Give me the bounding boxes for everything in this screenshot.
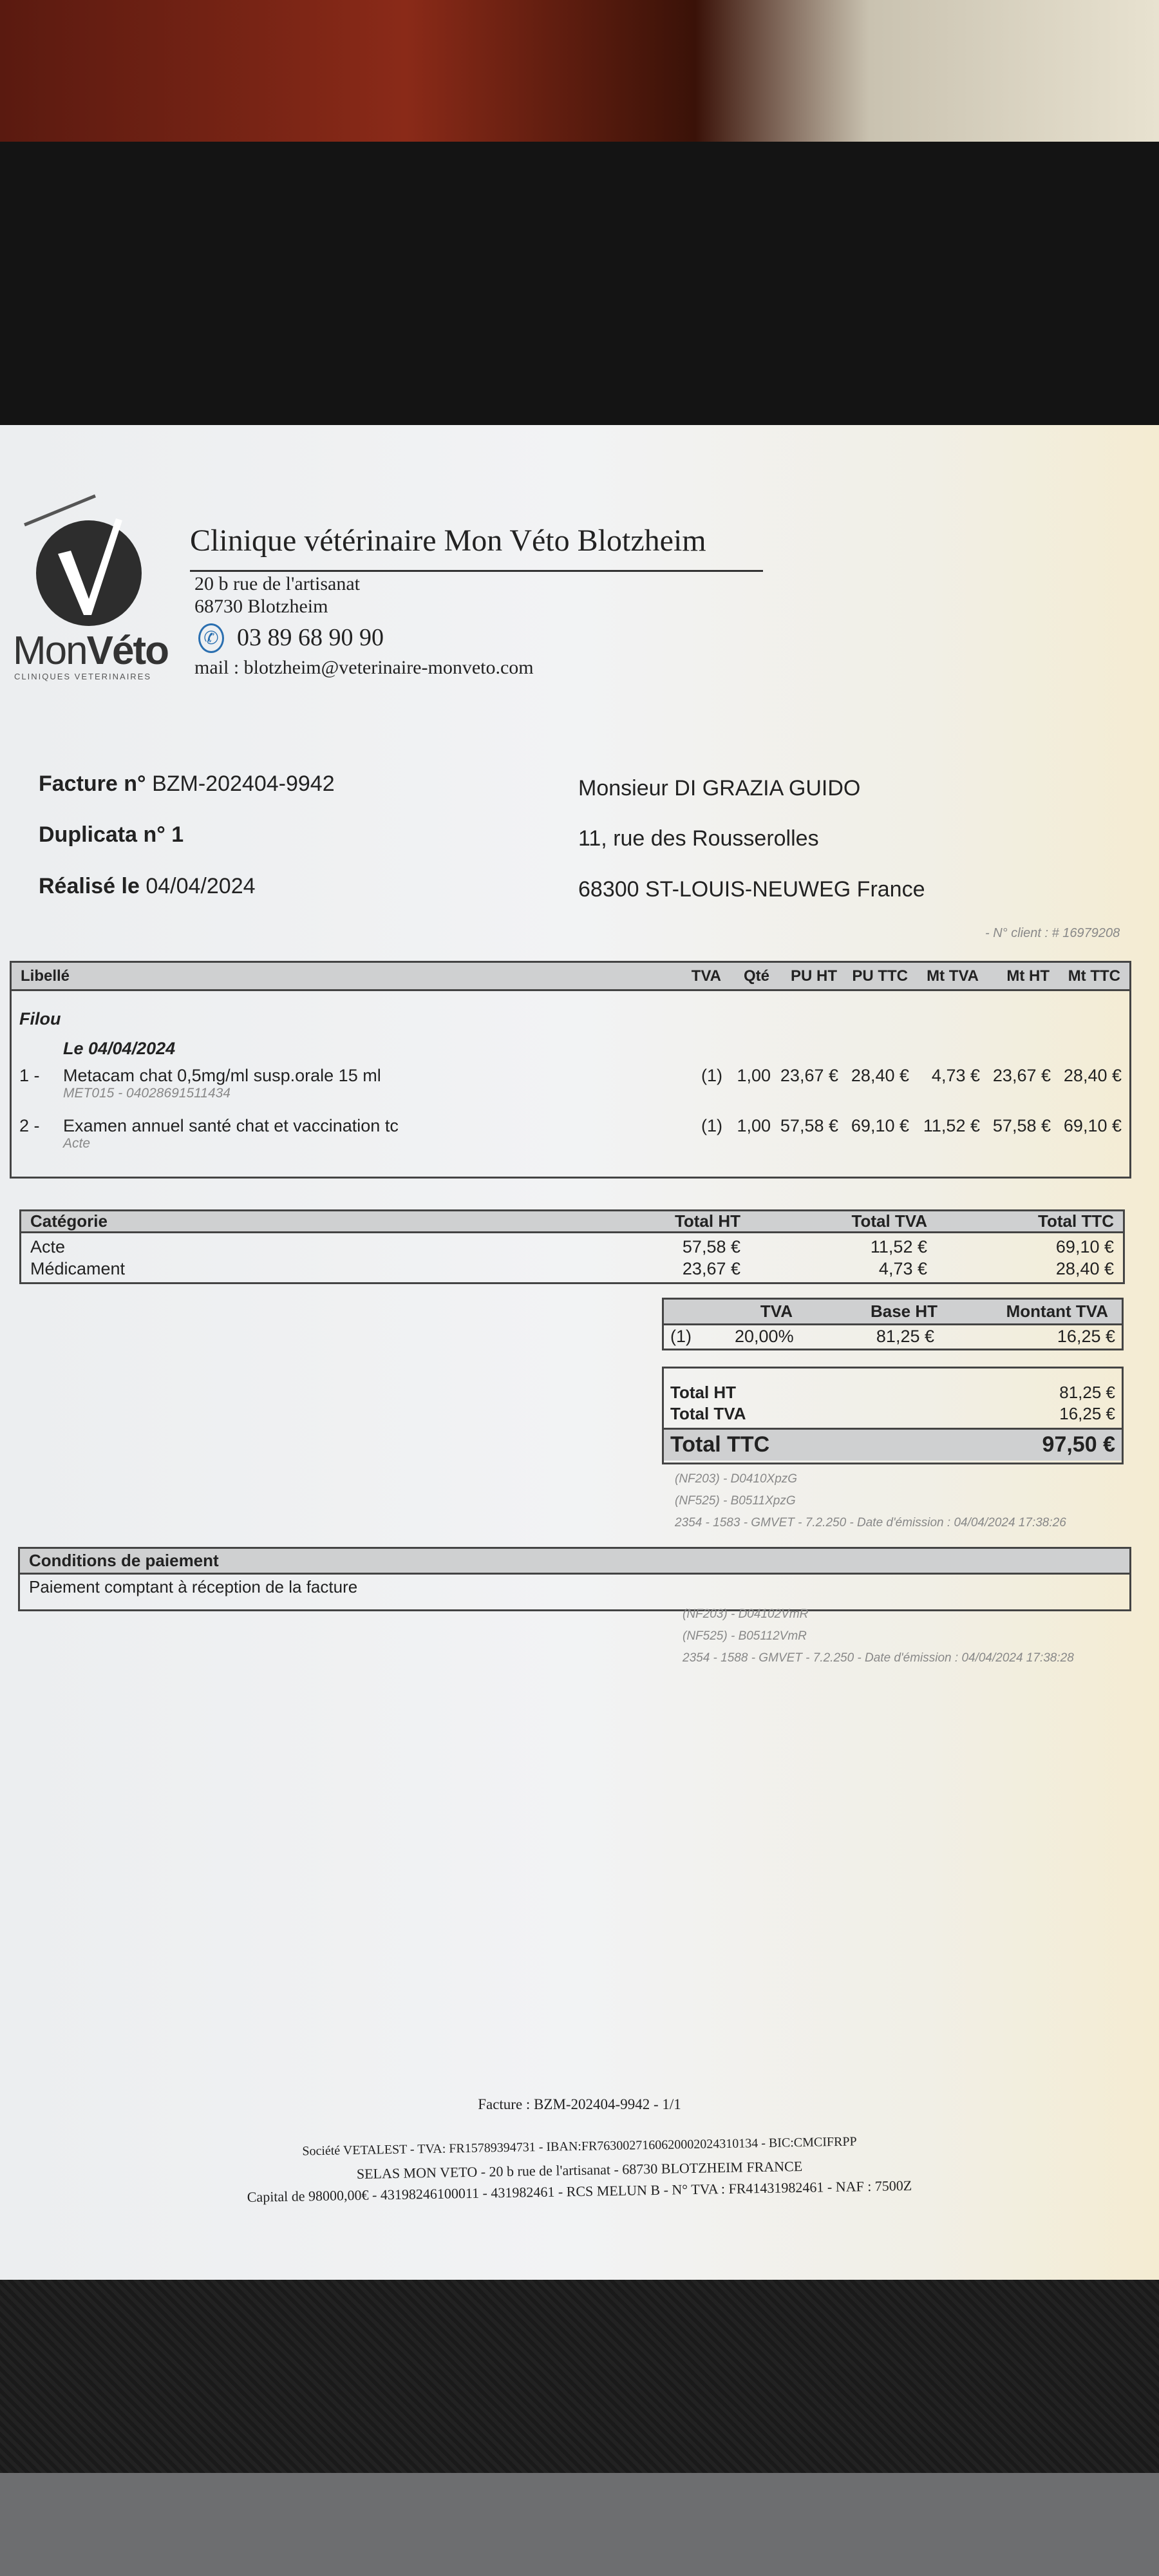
category-table xyxy=(19,1209,1125,1284)
clinic-phone: 03 89 68 90 90 xyxy=(237,624,384,651)
category-row: Médicament 23,67 € 4,73 € 28,40 € xyxy=(30,1259,1114,1278)
payment-conditions-text: Paiement comptant à réception de la facture xyxy=(29,1577,358,1596)
photo-floor xyxy=(0,2473,1159,2576)
certification-block-2: (NF203) - D04102VmR (NF525) - B05112VmR 2354 - 1588 - GMVET - 7.2.250 - Date d'émission : 04/04/2024 17:38:28 xyxy=(683,1607,1074,1665)
phone-icon: ✆ xyxy=(198,623,224,653)
total-ttc-row: Total TTC 97,50 € xyxy=(664,1428,1122,1461)
clinic-address-line1: 20 b rue de l'artisanat xyxy=(194,573,360,594)
payment-conditions-header: Conditions de paiement xyxy=(20,1549,1129,1575)
clinic-address-line2: 68730 Blotzheim xyxy=(194,596,328,617)
table-row: 2 - Examen annuel santé chat et vaccination tc (1) 1,00 57,58 € 69,10 € 11,52 € 57,58 € 69,10 € Acte xyxy=(19,1116,1122,1151)
total-tva-row: Total TVA 16,25 € xyxy=(670,1404,1115,1423)
customer-city: 68300 ST-LOUIS-NEUWEG France xyxy=(578,877,925,902)
total-ht-row: Total HT 81,25 € xyxy=(670,1383,1115,1402)
table-header: TVA Base HT Montant TVA xyxy=(664,1300,1122,1325)
visit-date: Le 04/04/2024 xyxy=(63,1039,176,1058)
certification-block-1: (NF203) - D0410XpzG (NF525) - B0511XpzG 2354 - 1583 - GMVET - 7.2.250 - Date d'émission : 04/04/2024 17:38:26 xyxy=(675,1472,1066,1530)
category-row: Acte 57,58 € 11,52 € 69,10 € xyxy=(30,1237,1114,1256)
vat-row: (1) 20,00% 81,25 € 16,25 € xyxy=(670,1327,1115,1346)
photo-background-bar xyxy=(0,142,1159,425)
invoice-paper xyxy=(0,425,1159,2280)
animal-name: Filou xyxy=(19,1009,61,1028)
clinic-mail: mail : blotzheim@veterinaire-monveto.com xyxy=(194,657,534,678)
payment-conditions-table xyxy=(18,1547,1131,1611)
footer-page: Facture : BZM-202404-9942 - 1/1 xyxy=(478,2096,681,2112)
footer-line1: Société VETALEST - TVA: FR15789394731 - IBAN:FR7630027160620002024310134 - BIC:CMCIFRPP xyxy=(302,2134,857,2159)
duplicate-number: Duplicata n° 1 xyxy=(39,822,184,847)
divider xyxy=(190,570,763,572)
invoice-lines-table xyxy=(10,961,1131,1179)
invoice-date: Réalisé le 04/04/2024 xyxy=(39,874,256,898)
vat-table xyxy=(662,1298,1124,1350)
customer-name: Monsieur DI GRAZIA GUIDO xyxy=(578,776,861,800)
totals-box xyxy=(662,1367,1124,1464)
client-number: - N° client : # 16979208 xyxy=(985,926,1120,940)
footer-line2: SELAS MON VETO - 20 b rue de l'artisanat - 68730 BLOTZHEIM FRANCE xyxy=(356,2157,803,2183)
photo-background xyxy=(0,0,1159,148)
photo-background-bottom xyxy=(0,2280,1159,2486)
invoice-number: Facture n° BZM-202404-9942 xyxy=(39,772,335,796)
customer-street: 11, rue des Rousserolles xyxy=(578,826,819,851)
table-row: 1 - Metacam chat 0,5mg/ml susp.orale 15 ml (1) 1,00 23,67 € 28,40 € 4,73 € 23,67 € 28,40 € MET015 - 04028691511434 xyxy=(19,1066,1122,1101)
footer-line3: Capital de 98000,00€ - 43198246100011 - 431982461 - RCS MELUN B - N° TVA : FR41431982461 - NAF : 7500Z xyxy=(247,2177,912,2206)
clinic-name: Clinique vétérinaire Mon Véto Blotzheim xyxy=(190,524,706,558)
table-header: Libellé TVA Qté PU HT PU TTC Mt TVA Mt HT Mt TTC xyxy=(12,963,1129,991)
check-circle-icon xyxy=(19,489,174,638)
table-header: Catégorie Total HT Total TVA Total TTC xyxy=(21,1211,1123,1233)
monveto-logo: MonVéto CLINIQUES VETERINAIRES xyxy=(19,489,174,683)
